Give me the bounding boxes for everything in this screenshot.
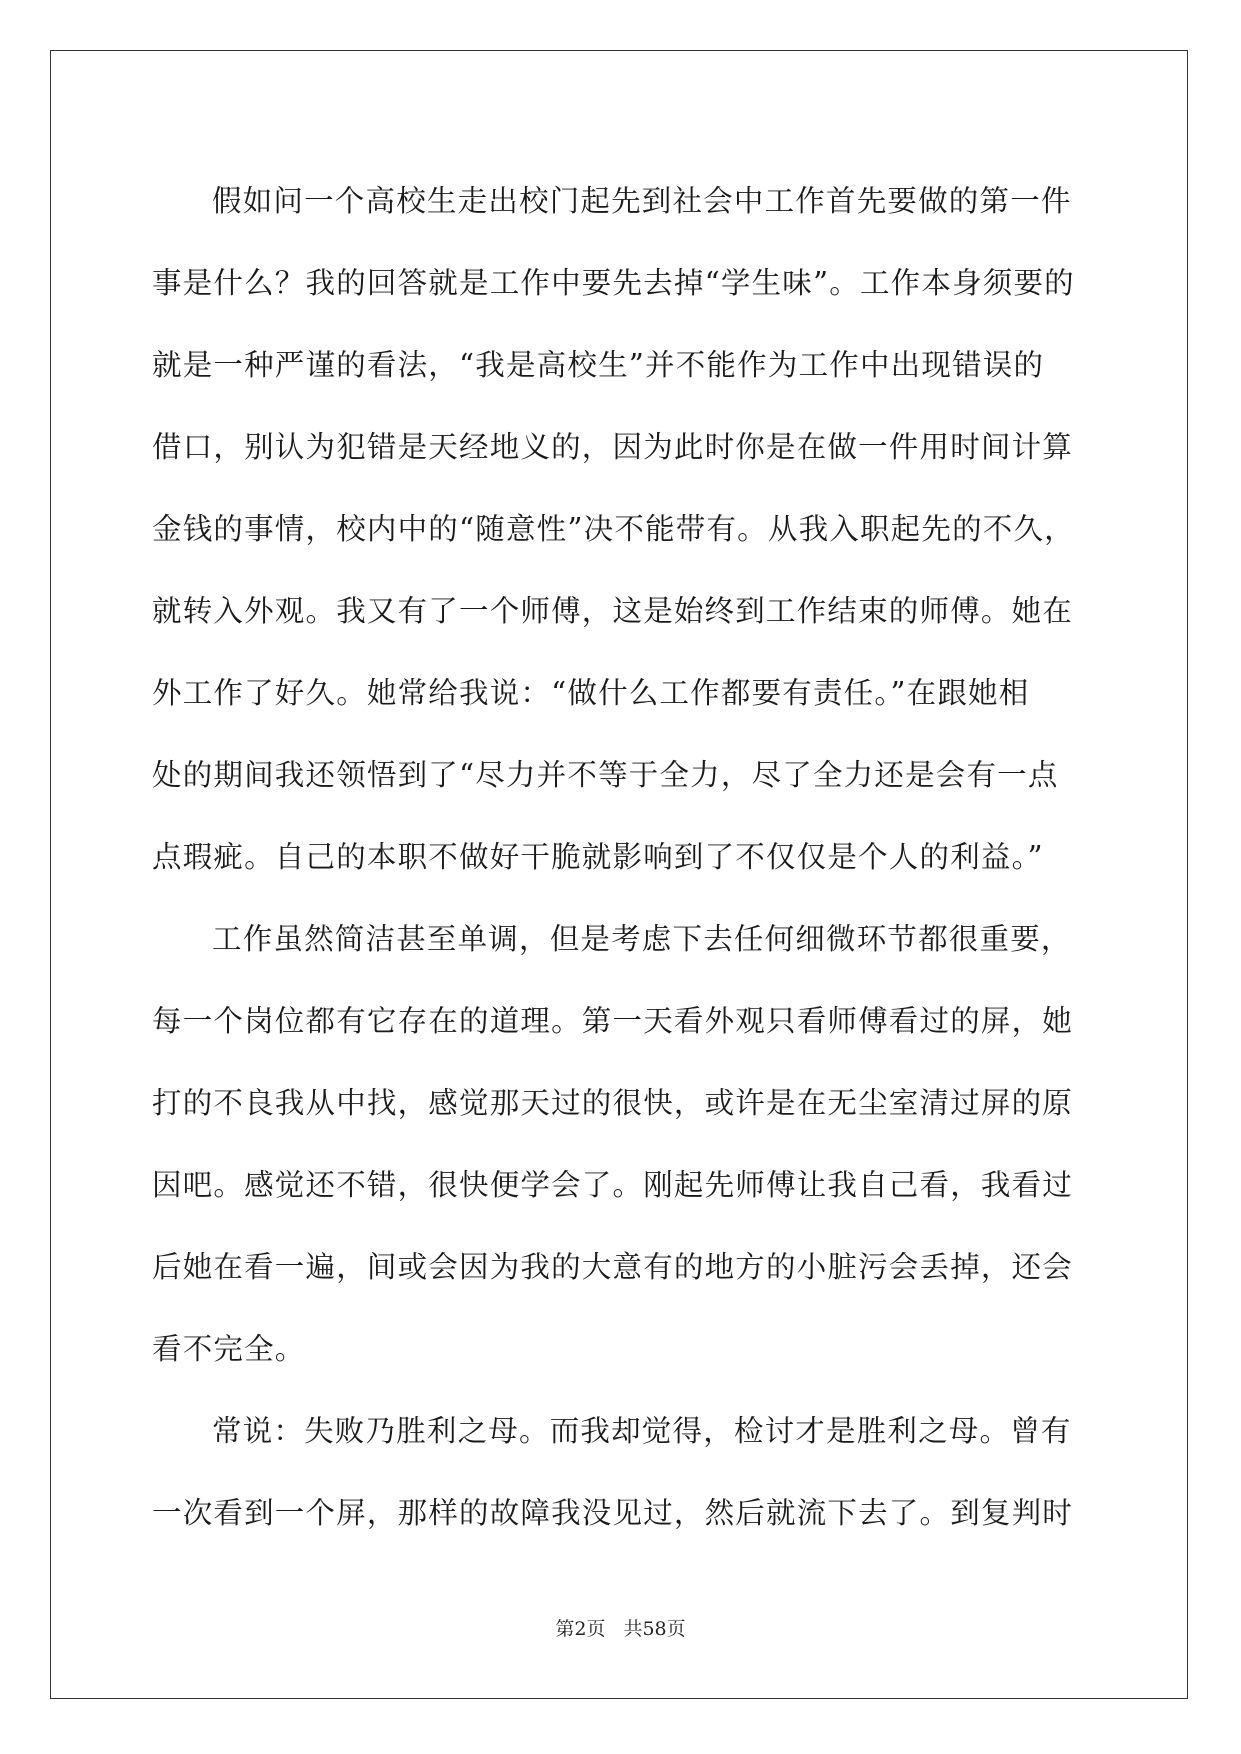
text-line: 打的不良我从中找，感觉那天过的很快，或许是在无尘室清过屏的原 <box>152 1086 1074 1120</box>
text-line: 一次看到一个屏，那样的故障我没见过，然后就流下去了。到复判时 <box>152 1496 1074 1530</box>
text-line: 就转入外观。我又有了一个师傅，这是始终到工作结束的师傅。她在 <box>152 594 1074 628</box>
text-line: 外工作了好久。她常给我说：“做什么工作都要有责任。”在跟她相 <box>152 676 1030 710</box>
page-number: 第2页 <box>555 1618 606 1640</box>
document-body <box>152 160 1087 1554</box>
text-line: 因吧。感觉还不错，很快便学会了。刚起先师傅让我自己看，我看过 <box>152 1168 1074 1202</box>
text-line: 每一个岗位都有它存在的道理。第一天看外观只看师傅看过的屏，她 <box>152 1004 1074 1038</box>
text-line: 点瑕疵。自己的本职不做好干脆就影响到了不仅仅是个人的利益。” <box>152 840 1044 874</box>
text-line: 常说：失败乃胜利之母。而我却觉得，检讨才是胜利之母。曾有 <box>212 1414 1072 1448</box>
text-line: 借口，别认为犯错是天经地义的，因为此时你是在做一件用时间计算 <box>152 430 1074 464</box>
text-line: 假如问一个高校生走出校门起先到社会中工作首先要做的第一件 <box>212 184 1072 218</box>
text-line: 处的期间我还领悟到了“尽力并不等于全力，尽了全力还是会有一点 <box>152 758 1059 792</box>
text-line: 事是什么？我的回答就是工作中要先去掉“学生味”。工作本身须要的 <box>152 266 1075 300</box>
text-line: 看不完全。 <box>152 1332 306 1366</box>
text-line: 后她在看一遍，间或会因为我的大意有的地方的小脏污会丢掉，还会 <box>152 1250 1074 1284</box>
text-line: 就是一种严谨的看法，“我是高校生”并不能作为工作中出现错误的 <box>152 348 1045 382</box>
text-line: 工作虽然简洁甚至单调，但是考虑下去任何细微环节都很重要， <box>212 922 1072 956</box>
text-line: 金钱的事情，校内中的“随意性”决不能带有。从我入职起先的不久， <box>152 512 1075 546</box>
page-total: 共58页 <box>623 1618 686 1640</box>
page-footer <box>0 1614 1241 1641</box>
